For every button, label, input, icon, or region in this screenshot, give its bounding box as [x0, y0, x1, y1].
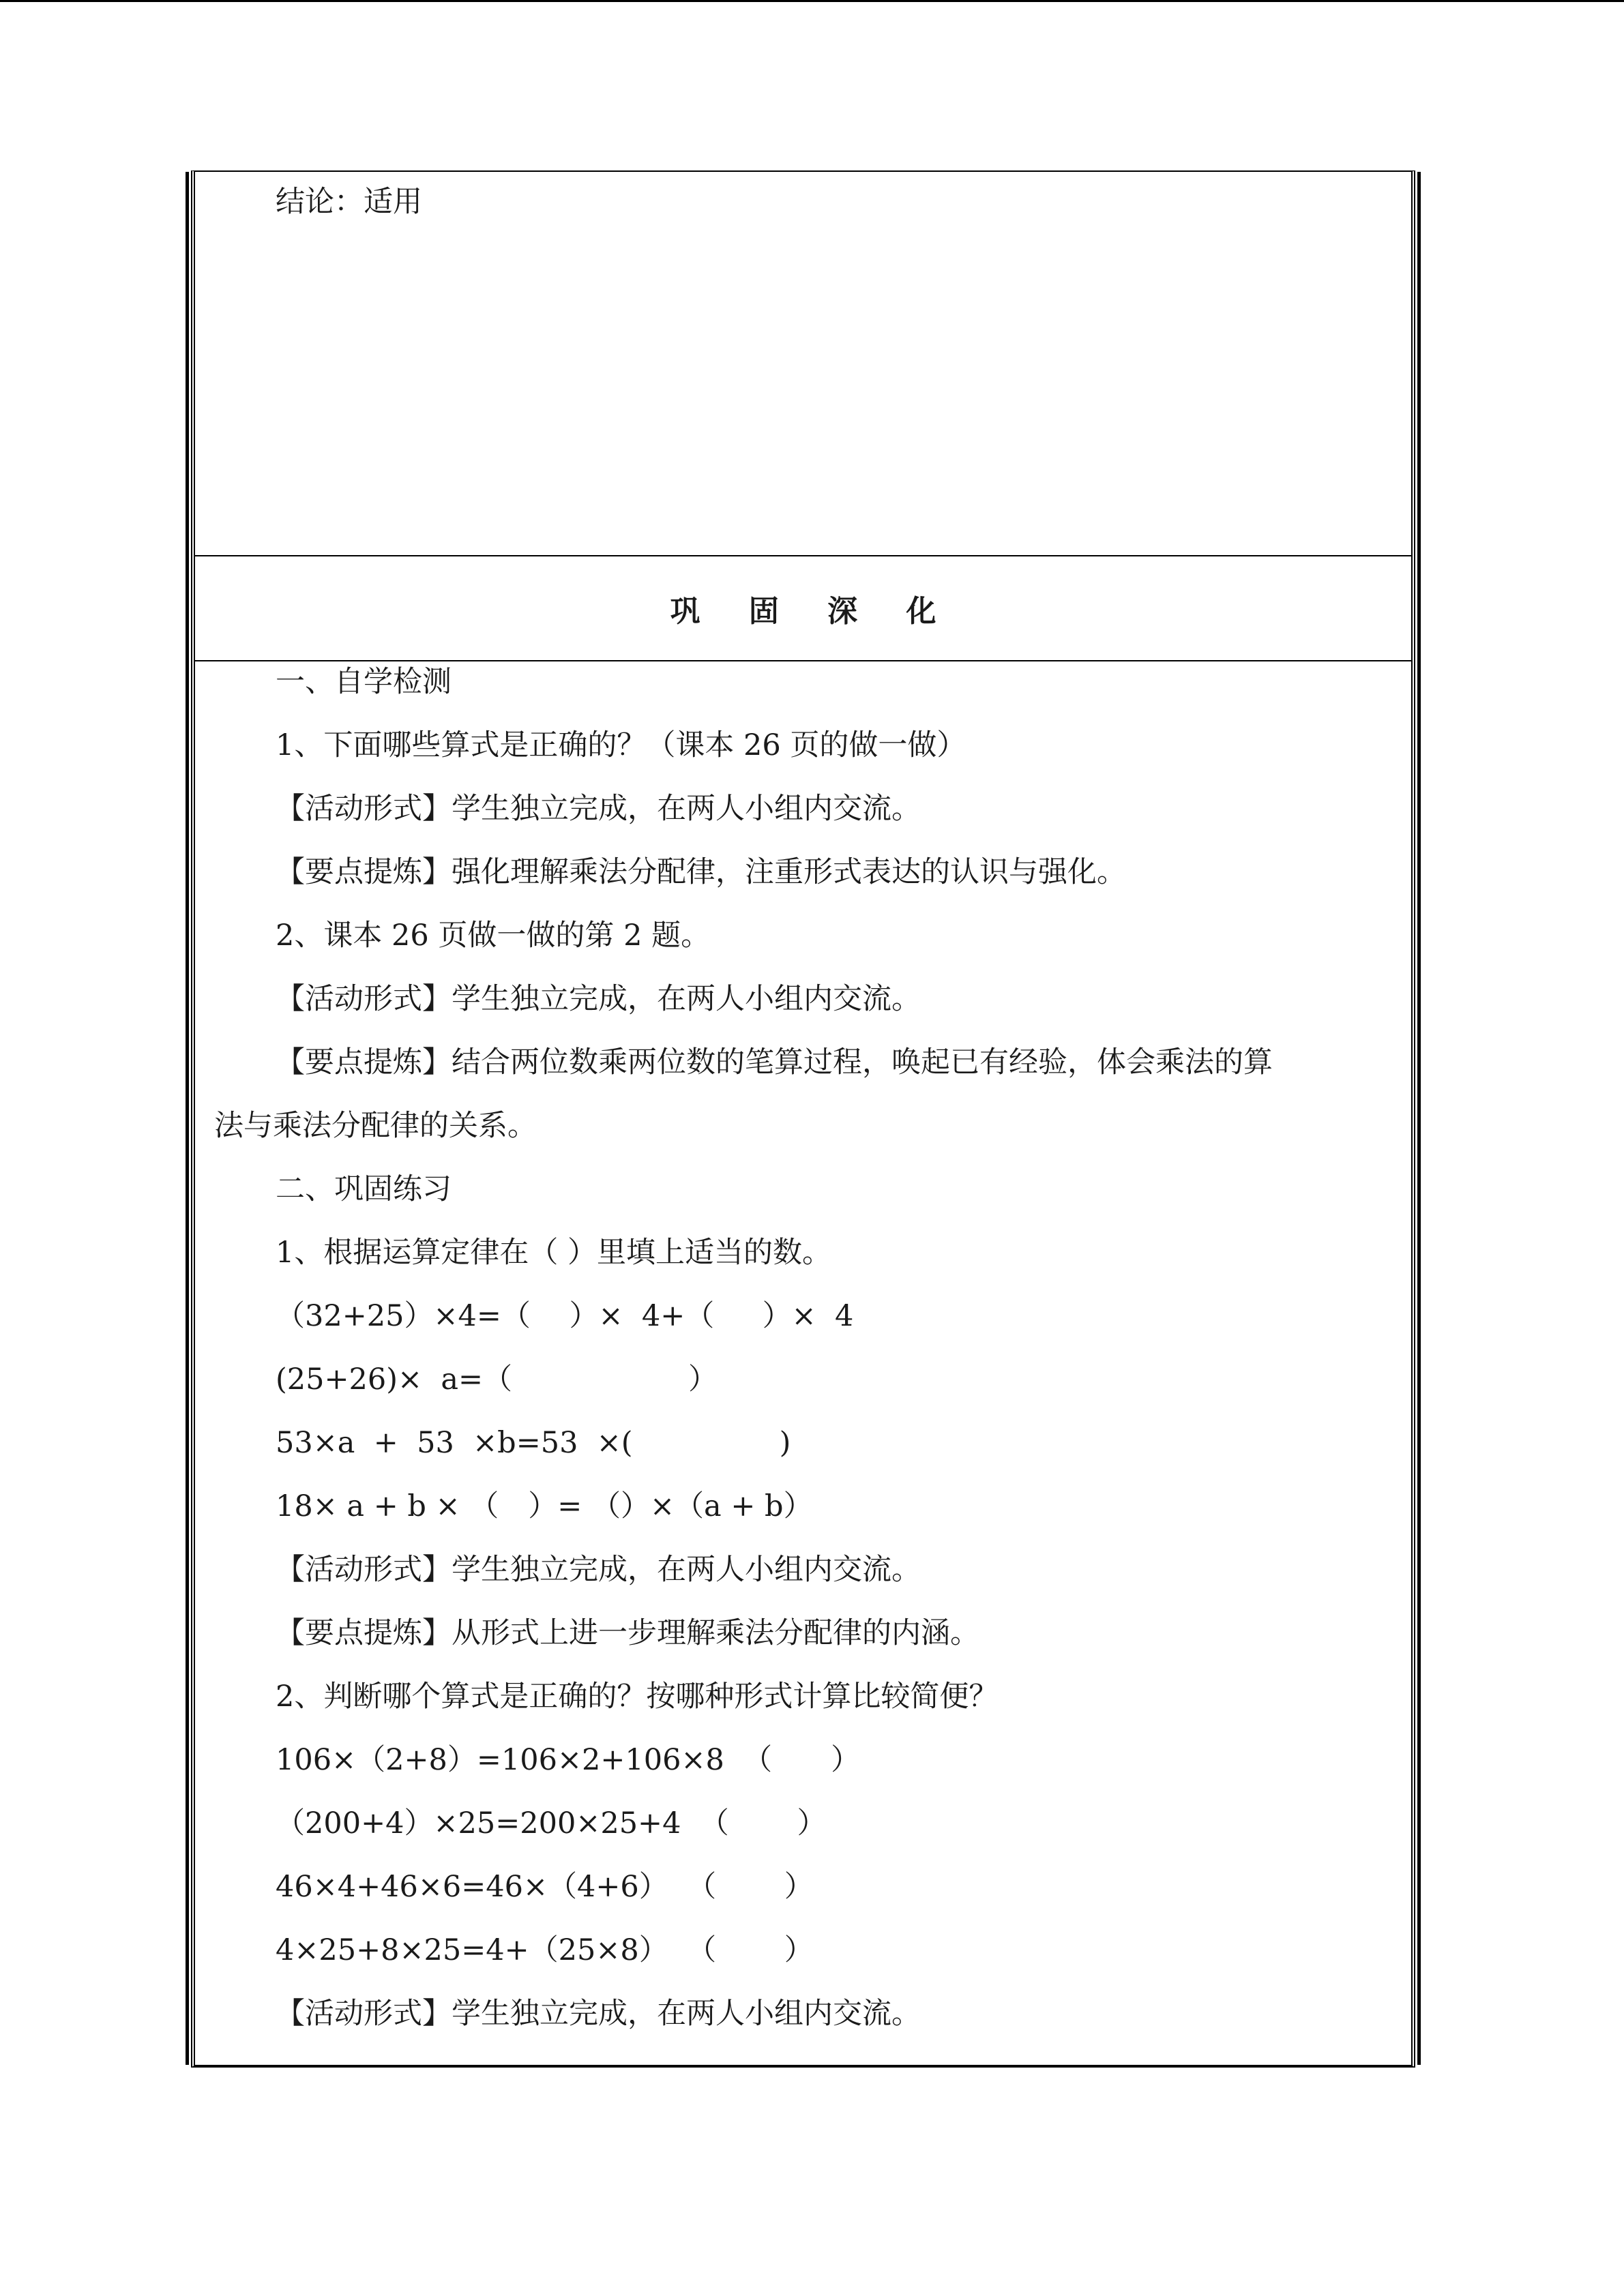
key-point-note: 【要点提炼】结合两位数乘两位数的笔算过程，唤起已有经验，体会乘法的算 [276, 1045, 1273, 1079]
exercise-body-cell [195, 661, 1411, 2065]
equation-line: (25+26)× a=（ ） [276, 1362, 718, 1397]
list-item: 2、判断哪个算式是正确的？按哪种形式计算比较简便？ [276, 1680, 999, 1714]
section-heading-cell [195, 556, 1411, 661]
equation-line: （32+25）×4=（ ）× 4+（ ）× 4 [276, 1299, 854, 1333]
key-point-note: 【要点提炼】强化理解乘法分配律，注重形式表达的认识与强化。 [276, 855, 1126, 889]
equation-line: 46×4+46×6=46×（4+6） （ ） [276, 1870, 814, 1904]
activity-form-note: 【活动形式】学生独立完成，在两人小组内交流。 [276, 1553, 921, 1587]
activity-form-note: 【活动形式】学生独立完成，在两人小组内交流。 [276, 982, 921, 1016]
key-point-note: 【要点提炼】从形式上进一步理解乘法分配律的内涵。 [276, 1616, 979, 1650]
list-item: 1、下面哪些算式是正确的？（课本 26 页的做一做） [276, 728, 966, 762]
practice-heading: 二、巩固练习 [276, 1172, 452, 1206]
equation-line: （200+4）×25=200×25+4 （ ） [276, 1806, 827, 1840]
equation-line: 106×（2+8）=106×2+106×8 （ ） [276, 1743, 861, 1777]
lesson-plan-table [191, 170, 1415, 2068]
page-top-rule [0, 0, 1624, 2]
activity-form-note: 【活动形式】学生独立完成，在两人小组内交流。 [276, 1997, 921, 2031]
activity-form-note: 【活动形式】学生独立完成，在两人小组内交流。 [276, 792, 921, 826]
section-heading: 巩 固 深 化 [670, 594, 956, 629]
equation-line: 18× a + b × （ ）= （）×（a + b） [276, 1489, 813, 1523]
list-item: 1、根据运算定律在（ ）里填上适当的数。 [276, 1236, 832, 1270]
conclusion-text: 结论：适用 [276, 185, 422, 219]
equation-line: 53×a + 53 ×b=53 ×( ) [276, 1426, 791, 1460]
self-study-heading: 一、自学检测 [276, 665, 452, 699]
list-item: 2、课本 26 页做一做的第 2 题。 [276, 919, 711, 953]
equation-line: 4×25+8×25=4+（25×8） （ ） [276, 1933, 814, 1967]
key-point-note-continued: 法与乘法分配律的关系。 [214, 1109, 537, 1143]
conclusion-cell [195, 172, 1411, 556]
